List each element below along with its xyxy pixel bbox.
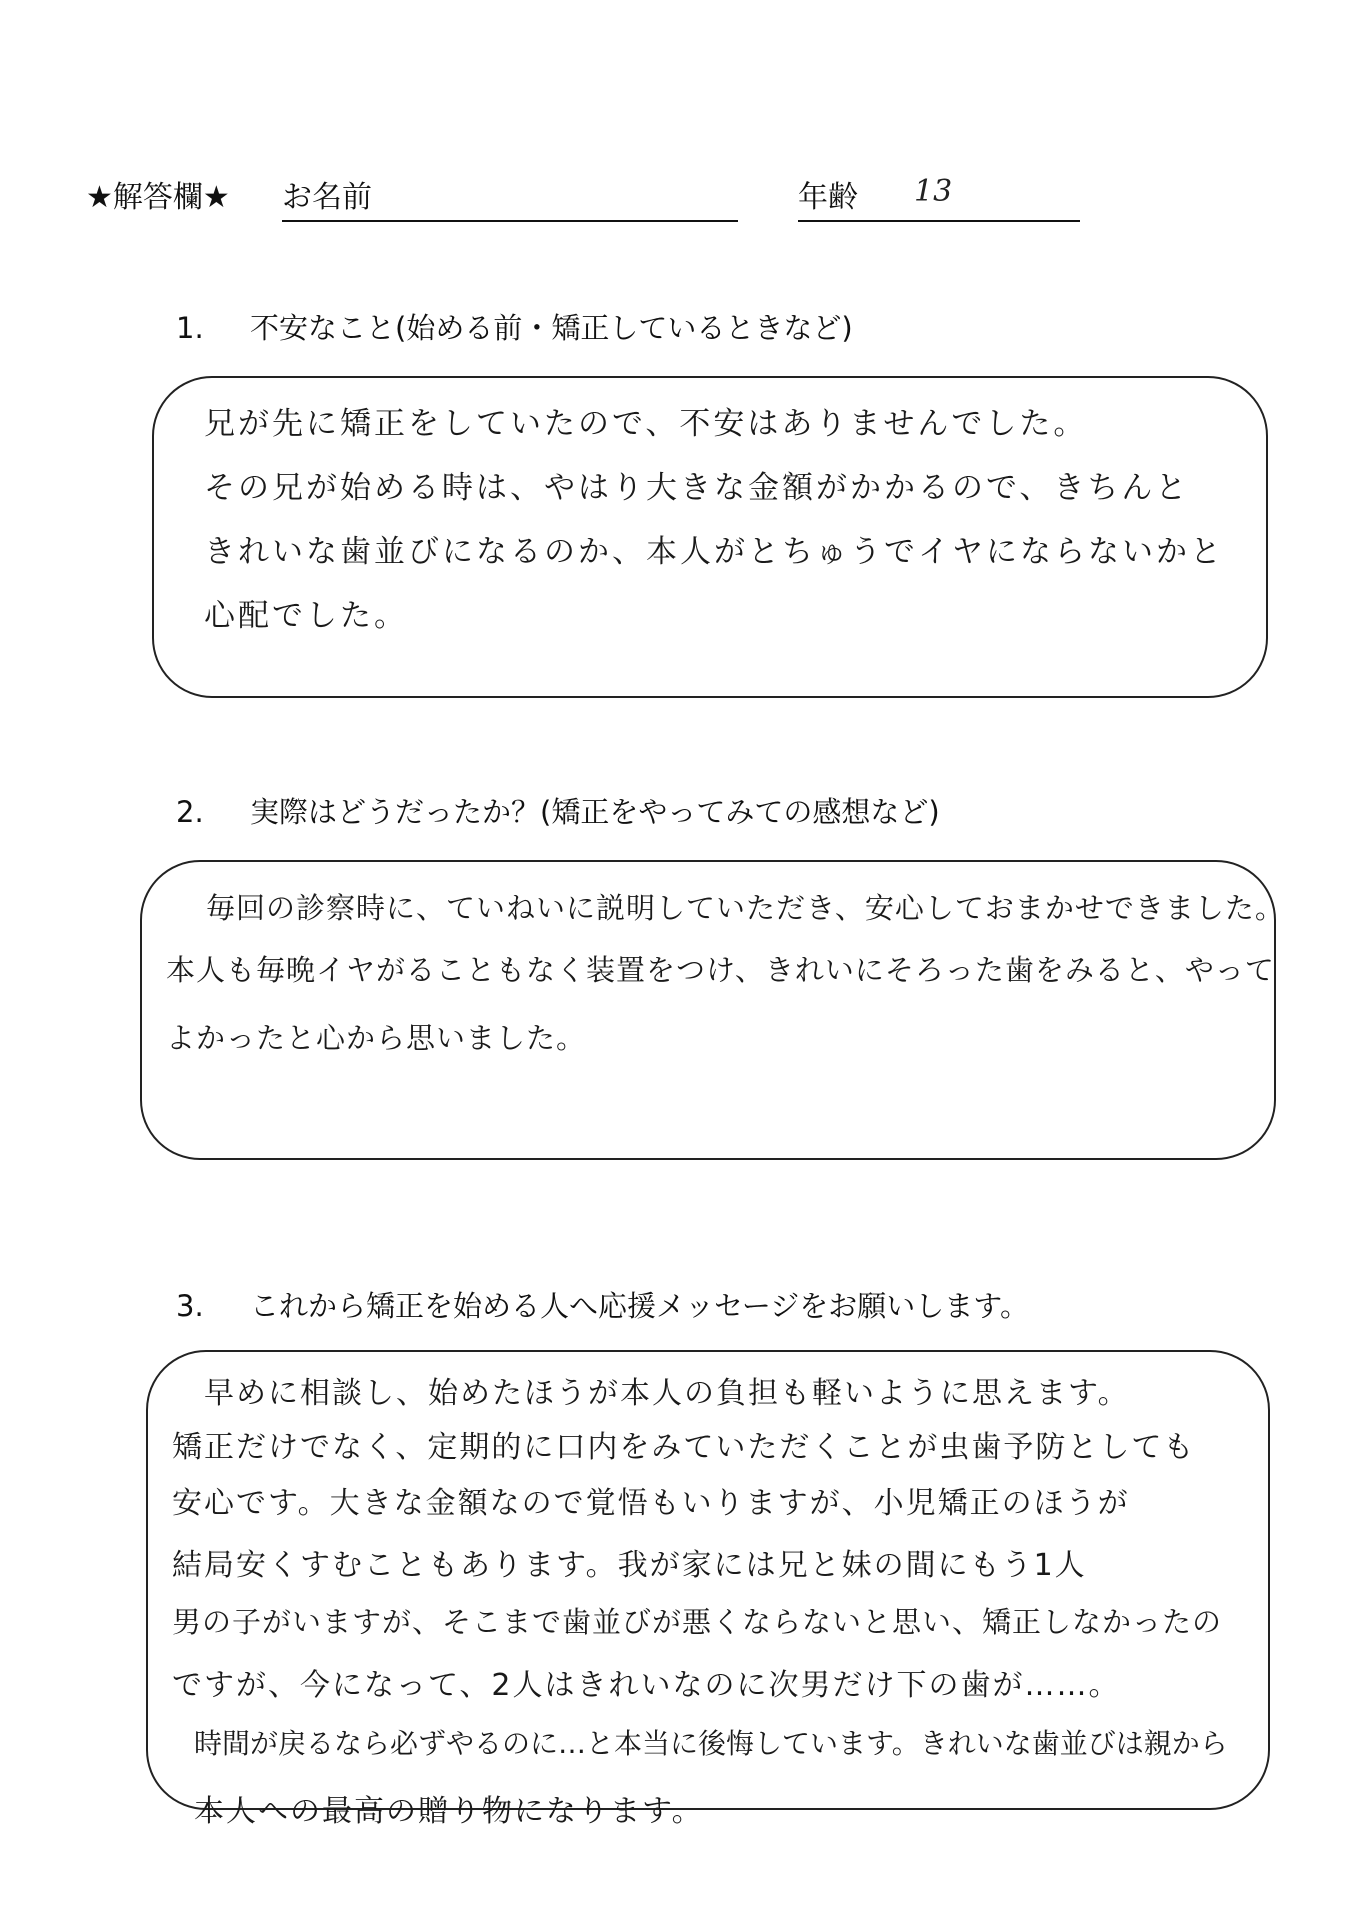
answer-2-line-2: 本人も毎晩イヤがることもなく装置をつけ、きれいにそろった歯をみると、やって: [166, 953, 1275, 987]
age-value: 13: [914, 174, 953, 209]
answer-1-line-1: 兄が先に矯正をしていたので、不安はありませんでした。: [204, 406, 1088, 442]
question-1-number: 1.: [176, 311, 204, 345]
answer-3-line-6: ですが、今になって、2人はきれいなのに次男だけ下の歯が……。: [172, 1668, 1121, 1703]
age-field[interactable]: [798, 220, 1080, 222]
question-2: [176, 790, 940, 831]
question-2-number: 2.: [176, 795, 204, 829]
answer-2-line-3: よかったと心から思いました。: [166, 1021, 587, 1055]
answer-1-line-4: 心配でした。: [204, 598, 408, 634]
question-1: [176, 306, 853, 347]
answer-3-line-3: 安心です。大きな金額なので覚悟もいりますが、小児矯正のほうが: [172, 1486, 1130, 1521]
answer-3-line-7: 時間が戻るなら必ずやるのに…と本当に後悔しています。きれいな歯並びは親から: [194, 1727, 1228, 1760]
answer-2-line-1: 毎回の診察時に、ていねいに説明していただき、安心しておまかせできました。: [206, 891, 1285, 925]
question-3-text: これから矯正を始める人へ応援メッセージをお願いします。: [250, 1289, 1029, 1323]
question-2-text: 実際はどうだったか？(矯正をやってみての感想など): [250, 795, 940, 829]
answer-1-line-2: その兄が始める時は、やはり大きな金額がかかるので、きちんと: [204, 470, 1190, 506]
name-label: お名前: [282, 180, 372, 215]
name-field[interactable]: [282, 220, 738, 222]
answer-3-line-4: 結局安くすむこともあります。我が家には兄と妹の間にもう1人: [172, 1548, 1087, 1583]
answer-1-line-3: きれいな歯並びになるのか、本人がとちゅうでイヤにならないかと: [204, 534, 1224, 570]
question-3: [176, 1284, 1029, 1325]
answer-3-line-8: 本人への最高の贈り物になります。: [194, 1794, 704, 1829]
answer-3-line-2: 矯正だけでなく、定期的に口内をみていただくことが虫歯予防としても: [172, 1430, 1196, 1465]
question-1-text: 不安なこと(始める前・矯正しているときなど): [250, 311, 853, 345]
answer-3-line-5: 男の子がいますが、そこまで歯並びが悪くならないと思い、矯正しなかったの: [172, 1605, 1223, 1639]
age-label: 年齢: [798, 180, 858, 215]
answer-3-line-1: 早めに相談し、始めたほうが本人の負担も軽いように思えます。: [204, 1376, 1130, 1411]
question-3-number: 3.: [176, 1289, 204, 1323]
answer-sheet-title: ★解答欄★: [86, 180, 230, 215]
